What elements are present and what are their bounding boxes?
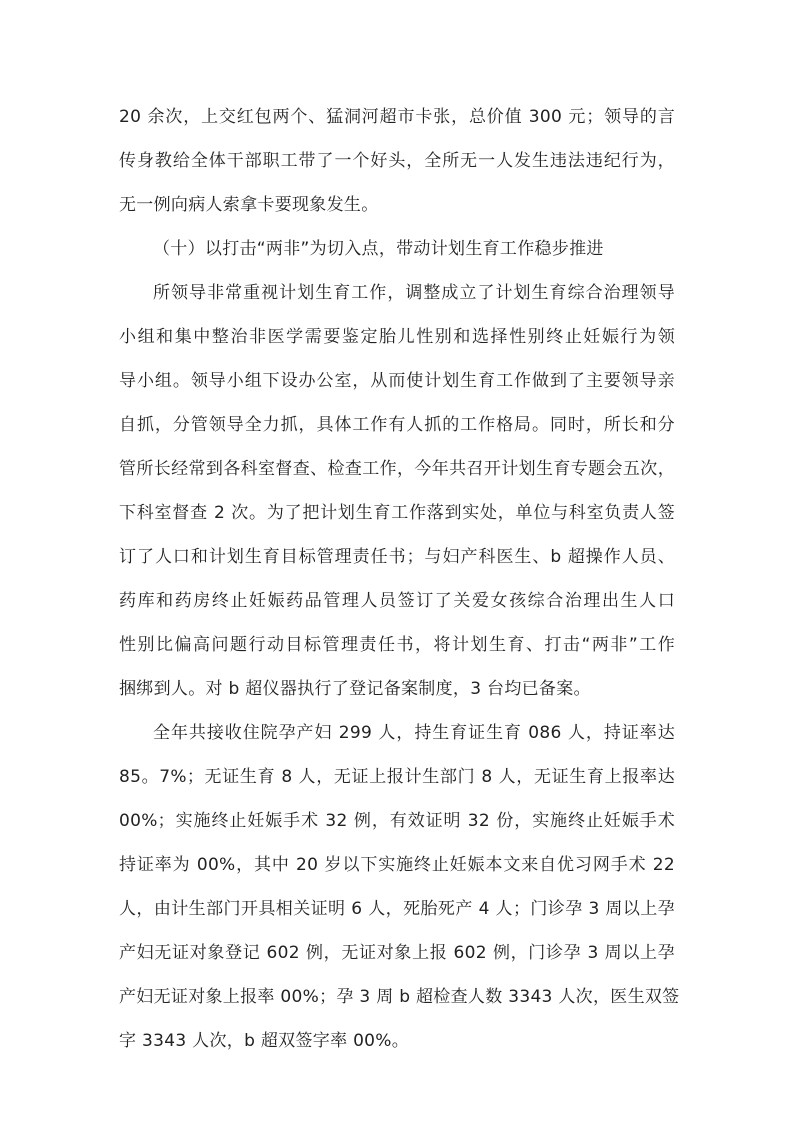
text-line: 传身教给全体干部职工带了一个好头，全所无一人发生违法违纪行为， xyxy=(119,151,675,171)
text-line: 无一例向病人索拿卡要现象发生。 xyxy=(119,195,379,215)
text-line: 产妇无证对象登记 602 例，无证对象上报 602 例，门诊孕 3 周以上孕 xyxy=(119,943,675,963)
text-line: 订了人口和计划生育目标管理责任书；与妇产科医生、b 超操作人员、 xyxy=(119,547,675,567)
text-line: 性别比偏高问题行动目标管理责任书，将计划生育、打击“两非”工作 xyxy=(119,635,675,655)
text-line: 人，由计生部门开具相关证明 6 人，死胎死产 4 人；门诊孕 3 周以上孕 xyxy=(119,899,675,919)
text-line: 全年共接收住院孕产妇 299 人，持生育证生育 086 人，持证率达 xyxy=(153,723,675,743)
text-line: 00%；实施终止妊娠手术 32 例，有效证明 32 份，实施终止妊娠手术 xyxy=(119,811,675,831)
text-line: 捆绑到人。对 b 超仪器执行了登记备案制度，3 台均已备案。 xyxy=(119,679,591,699)
text-line: 下科室督查 2 次。为了把计划生育工作落到实处，单位与科室负责人签 xyxy=(119,503,675,523)
text-line: 字 3343 人次，b 超双签字率 00%。 xyxy=(119,1031,410,1051)
text-line: 产妇无证对象上报率 00%；孕 3 周 b 超检查人数 3343 人次，医生双签 xyxy=(119,987,680,1007)
text-line: 20 余次，上交红包两个、猛洞河超市卡张，总价值 300 元；领导的言 xyxy=(119,107,675,127)
text-line: 小组和集中整治非医学需要鉴定胎儿性别和选择性别终止妊娠行为领 xyxy=(119,327,675,347)
text-line: 自抓，分管领导全力抓，具体工作有人抓的工作格局。同时，所长和分 xyxy=(119,415,675,435)
text-line: 导小组。领导小组下设办公室，从而使计划生育工作做到了主要领导亲 xyxy=(119,371,675,391)
text-line: 持证率为 00%，其中 20 岁以下实施终止妊娠本文来自优习网手术 22 xyxy=(119,855,675,875)
text-line: 85。7%；无证生育 8 人，无证上报计生部门 8 人，无证生育上报率达 xyxy=(119,767,675,787)
text-line: 所领导非常重视计划生育工作，调整成立了计划生育综合治理领导 xyxy=(153,283,675,303)
text-line: 管所长经常到各科室督查、检查工作，今年共召开计划生育专题会五次， xyxy=(119,459,675,479)
text-line: 药库和药房终止妊娠药品管理人员签订了关爱女孩综合治理出生人口 xyxy=(119,591,675,611)
section-heading: （十）以打击“两非”为切入点，带动计划生育工作稳步推进 xyxy=(153,239,604,259)
